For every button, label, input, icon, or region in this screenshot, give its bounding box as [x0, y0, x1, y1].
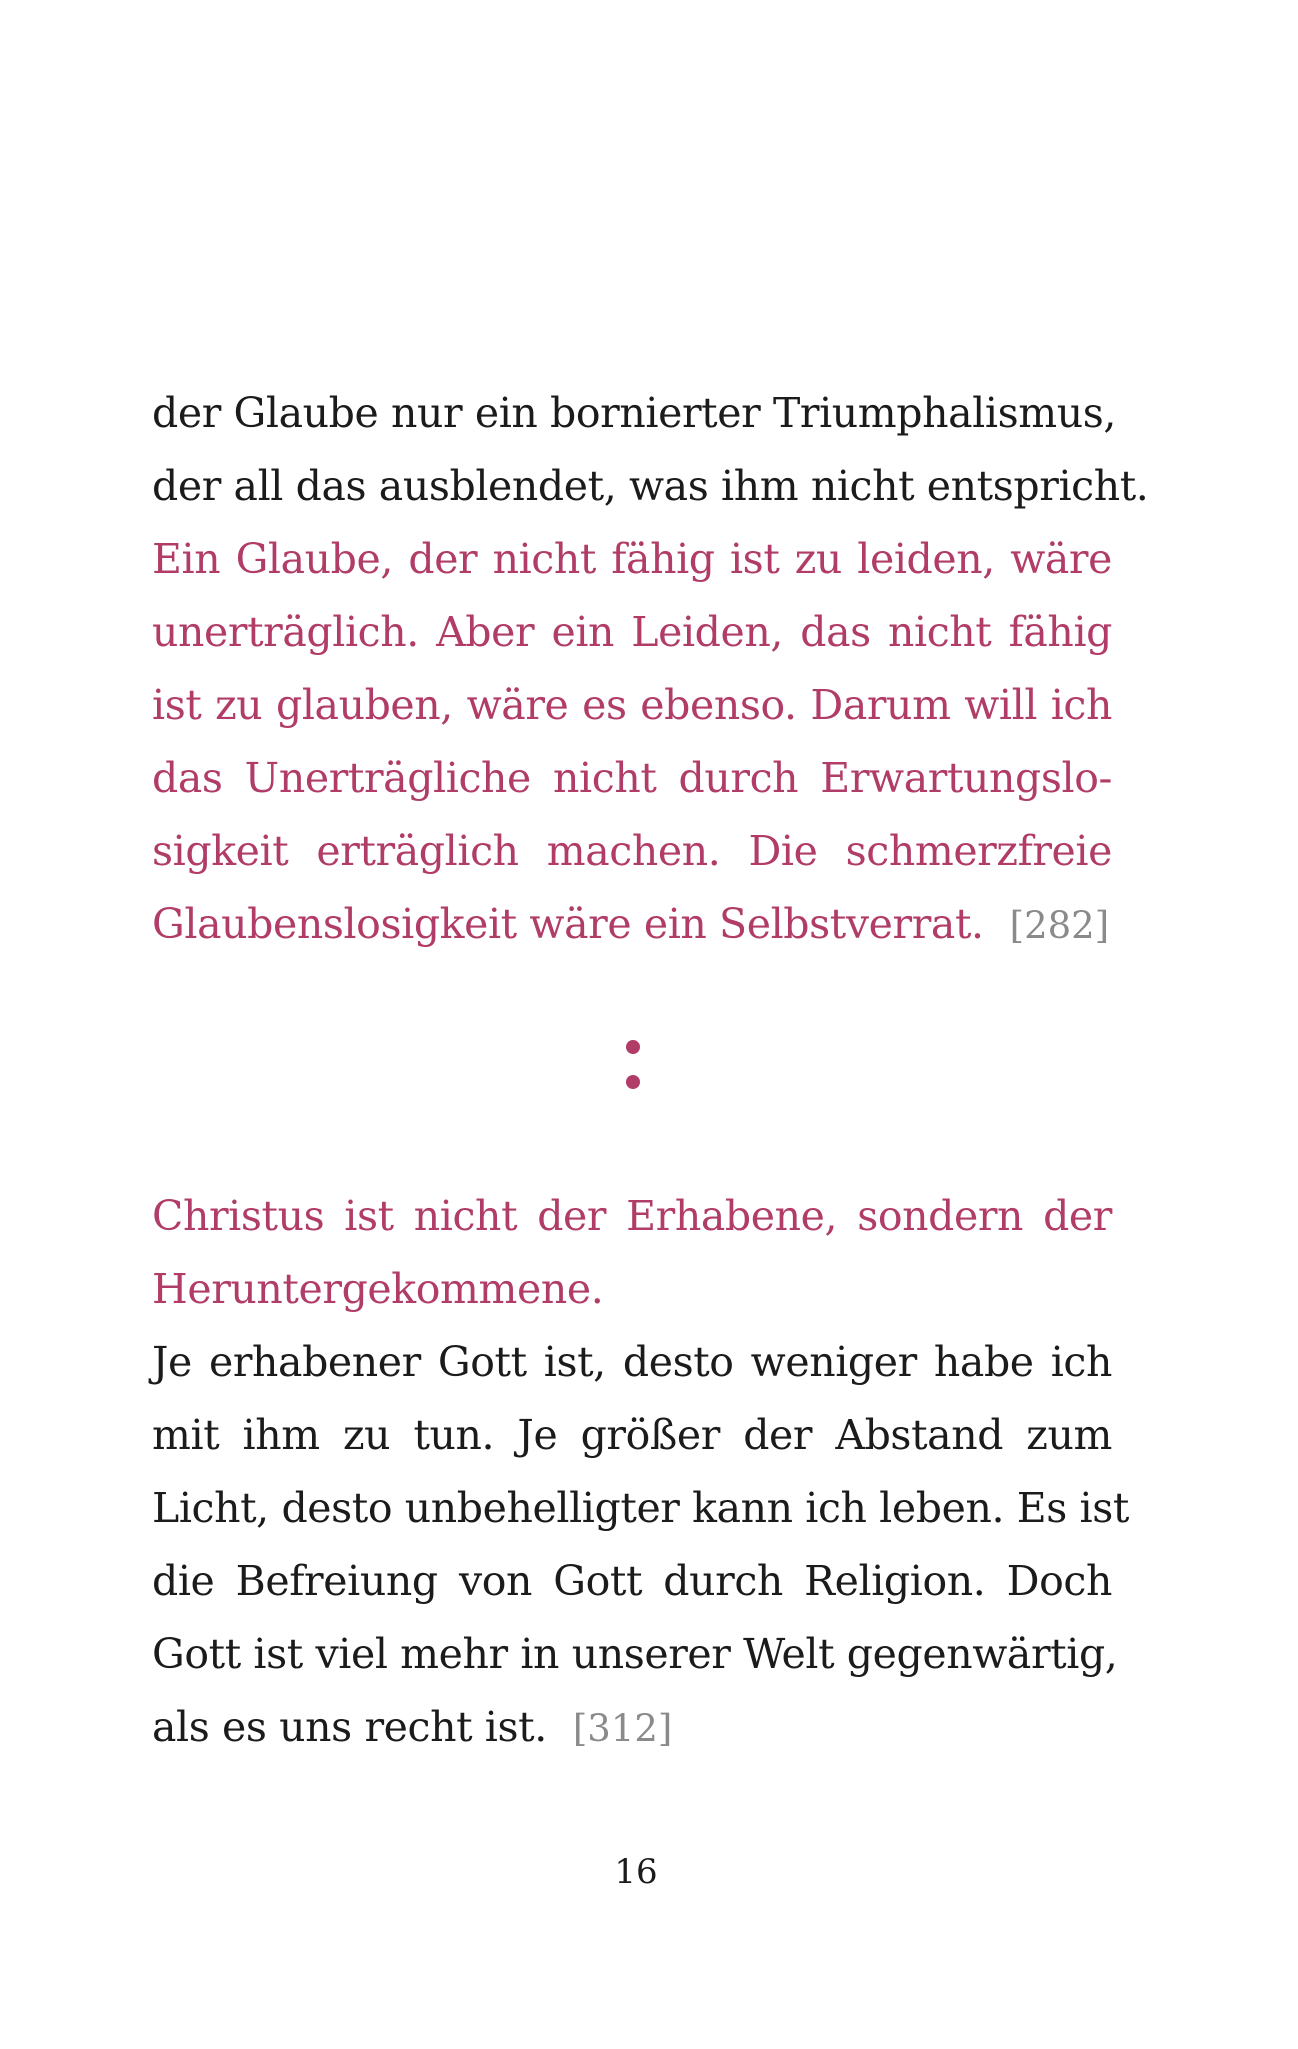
section-divider-icon [623, 1040, 643, 1098]
text-line: die Befreiung von Gott durch Religion. Doch [152, 1557, 1112, 1605]
highlight-line: sigkeit erträglich machen. Die schmerzfreie [152, 827, 1112, 875]
reference-number: 312 [587, 1707, 658, 1750]
text-line: der Glaube nur ein bornierter Triumphalismus, [152, 389, 1116, 437]
page-number: 16 [614, 1852, 658, 1892]
highlight-line: ist zu glauben, wäre es ebenso. Darum will ich [152, 681, 1112, 729]
text-line: Je erhabener Gott ist, desto weniger habe ich [152, 1338, 1112, 1386]
reference-marker: [312] [572, 1707, 673, 1750]
text-line: Licht, desto unbehelligter kann ich leben. Es ist [152, 1484, 1129, 1532]
text-line: Gott ist viel mehr in unserer Welt gegenwärtig, [152, 1630, 1118, 1678]
highlight-line-text: Glaubenslosigkeit wäre ein Selbstverrat. [152, 900, 984, 948]
text-line: mit ihm zu tun. Je größer der Abstand zum [152, 1411, 1112, 1459]
divider-dot-bottom [626, 1075, 640, 1089]
highlight-line: das Unerträgliche nicht durch Erwartungslo- [152, 754, 1112, 802]
divider-dot-top [626, 1040, 640, 1054]
highlight-line: Christus ist nicht der Erhabene, sondern der [152, 1192, 1112, 1240]
highlight-line-last [152, 888, 1112, 961]
reference-number: 282 [1024, 904, 1095, 947]
highlight-line: Ein Glaube, der nicht fähig ist zu leiden, wäre [152, 535, 1112, 583]
highlight-line: unerträglich. Aber ein Leiden, das nicht fähig [152, 608, 1112, 656]
passage-312 [152, 1180, 1129, 1764]
text-line: der all das ausblendet, was ihm nicht entspricht. [152, 462, 1149, 510]
passage-282 [152, 377, 1149, 961]
text-line-text: als es uns recht ist. [152, 1703, 547, 1751]
text-line-last [152, 1691, 1112, 1764]
reference-marker: [282] [1009, 904, 1110, 947]
highlight-line-last: Heruntergekommene. [152, 1265, 604, 1313]
